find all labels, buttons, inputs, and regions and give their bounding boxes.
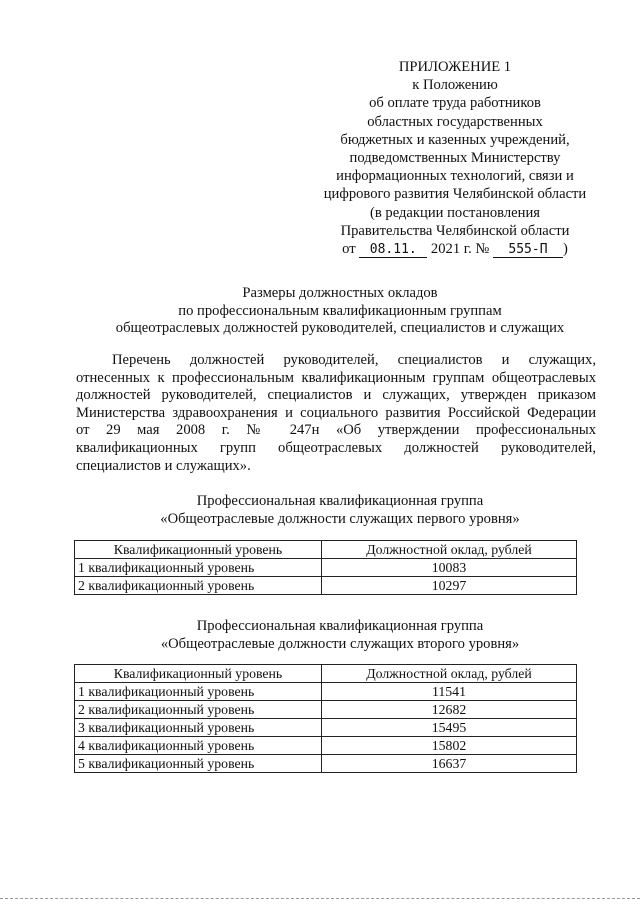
paragraph-line: Перечень должностей руководителей, специалистов и служащих,	[112, 352, 596, 368]
salary-cell: 15495	[322, 719, 577, 737]
salary-cell: 10083	[322, 559, 577, 577]
level-cell: 3 квалификационный уровень	[75, 719, 322, 737]
annex-from-word: от	[342, 241, 356, 258]
salary-cell: 12682	[322, 701, 577, 719]
level-cell: 1 квалификационный уровень	[75, 683, 322, 701]
annex-line: бюджетных и казенных учреждений,	[340, 131, 570, 148]
group-1-salary-table	[74, 540, 577, 595]
annex-line: информационных технологий, связи и	[336, 168, 574, 185]
table-row	[75, 577, 577, 595]
level-cell: 5 квалификационный уровень	[75, 755, 322, 773]
page-bottom-divider	[0, 898, 640, 899]
paragraph-line: специалистов и служащих».	[76, 457, 251, 474]
level-cell: 2 квалификационный уровень	[75, 701, 322, 719]
body-paragraph	[76, 352, 596, 475]
table-row	[75, 701, 577, 719]
annex-line: об оплате труда работников	[369, 95, 541, 112]
group-2-title	[60, 617, 620, 653]
salary-cell: 15802	[322, 737, 577, 755]
header-salary: Должностной оклад, рублей	[322, 665, 577, 683]
group-title-line: «Общеотраслевые должности служащих первого уровня»	[160, 511, 520, 527]
header-level: Квалификационный уровень	[75, 665, 322, 683]
salary-cell: 11541	[322, 683, 577, 701]
table-row	[75, 755, 577, 773]
title-line: общеотраслевых должностей руководителей, специалистов и служащих	[115, 320, 565, 336]
annex-line: подведомственных Министерству	[349, 150, 561, 167]
annex-line: цифрового развития Челябинской области	[323, 186, 587, 203]
header-salary: Должностной оклад, рублей	[322, 541, 577, 559]
level-cell: 1 квалификационный уровень	[75, 559, 322, 577]
annex-date-line	[305, 240, 605, 258]
annex-header	[305, 58, 605, 258]
salary-cell: 16637	[322, 755, 577, 773]
table-header-row	[75, 665, 577, 683]
annex-heading: ПРИЛОЖЕНИЕ 1	[398, 59, 512, 75]
document-title	[60, 285, 620, 338]
table-row	[75, 559, 577, 577]
group-2-salary-table	[74, 664, 577, 773]
title-line: по профессиональным квалификационным группам	[178, 302, 502, 319]
paragraph-line: Министерства здравоохранения и социального развития Российской Федерации	[76, 404, 596, 421]
table-header-row	[75, 541, 577, 559]
group-title-line: Профессиональная квалификационная группа	[196, 618, 484, 634]
annex-year-text: 2021 г. №	[430, 241, 490, 258]
level-cell: 2 квалификационный уровень	[75, 577, 322, 595]
title-line: Размеры должностных окладов	[242, 285, 438, 301]
paragraph-line: должностей руководителей, специалистов и служащих, утвержден приказом	[76, 387, 596, 404]
annex-line: Правительства Челябинской области	[340, 222, 570, 239]
annex-date-value: 08.11.	[359, 243, 427, 258]
annex-number-value: 555-П	[493, 243, 563, 258]
annex-line: к Положению	[412, 77, 498, 94]
table-row	[75, 737, 577, 755]
group-title-line: «Общеотраслевые должности служащих второго уровня»	[160, 636, 520, 652]
level-cell: 4 квалификационный уровень	[75, 737, 322, 755]
group-1-title	[60, 492, 620, 528]
group-title-line: Профессиональная квалификационная группа	[196, 493, 484, 509]
paragraph-line: отнесенных к профессиональным квалификационным группам общеотраслевых	[76, 369, 596, 386]
annex-close-paren: )	[562, 241, 568, 258]
header-level: Квалификационный уровень	[75, 541, 322, 559]
annex-line: областных государственных	[367, 113, 543, 130]
paragraph-line: от 29 мая 2008 г. № 247н «Об утверждении профессиональных	[76, 422, 596, 439]
table-row	[75, 719, 577, 737]
salary-cell: 10297	[322, 577, 577, 595]
annex-line: (в редакции постановления	[370, 204, 540, 221]
table-row	[75, 683, 577, 701]
paragraph-line: квалификационных групп общеотраслевых должностей руководителей,	[76, 439, 596, 456]
